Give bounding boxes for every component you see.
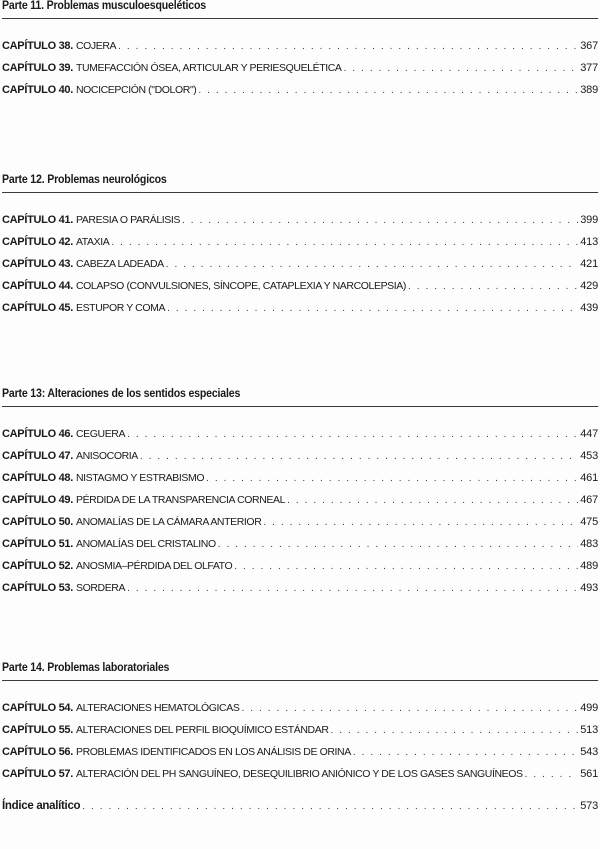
chapter-title: ANOMALÍAS DEL CRISTALINO	[75, 538, 216, 550]
page-number: 543	[580, 746, 598, 758]
toc-entry[interactable]	[0, 472, 600, 494]
page-number: 475	[580, 516, 598, 528]
chapter-title: ALTERACIÓN DEL PH SANGUÍNEO, DESEQUILIBRIO ANIÓNICO Y DE LOS GASES SANGUÍNEOS	[75, 768, 523, 780]
chapter-number: CAPÍTULO 48.	[2, 472, 73, 484]
chapter-title: PÉRDIDA DE LA TRANSPARENCIA CORNEAL	[75, 494, 286, 506]
index-section	[0, 800, 600, 822]
part-title: Parte 12. Problemas neurológicos	[2, 174, 598, 193]
chapter-number: CAPÍTULO 51.	[2, 538, 73, 550]
dot-leader	[331, 725, 579, 736]
toc-entry[interactable]	[0, 560, 600, 582]
dot-leader	[167, 303, 578, 314]
toc-entry[interactable]	[0, 236, 600, 258]
chapter-title: ANOSMIA–PÉRDIDA DEL OLFATO	[75, 560, 233, 572]
dot-leader	[263, 517, 578, 528]
chapter-title: NISTAGMO Y ESTRABISMO	[75, 472, 205, 484]
index-entry[interactable]	[0, 800, 600, 822]
toc-entry[interactable]	[0, 538, 600, 560]
chapter-number: CAPÍTULO 39.	[2, 62, 73, 74]
chapter-list	[0, 428, 600, 604]
dot-leader	[127, 429, 578, 440]
toc-entry[interactable]	[0, 62, 600, 84]
chapter-list	[0, 702, 600, 790]
dot-leader	[234, 561, 578, 572]
chapter-list	[0, 40, 600, 106]
chapter-number: CAPÍTULO 46.	[2, 428, 73, 440]
toc-entry[interactable]	[0, 258, 600, 280]
toc-entry[interactable]	[0, 746, 600, 768]
chapter-number: CAPÍTULO 38.	[2, 40, 73, 52]
part-11	[0, 0, 600, 106]
chapter-number: CAPÍTULO 54.	[2, 702, 73, 714]
chapter-title: SORDERA	[75, 582, 126, 594]
part-title: Parte 14. Problemas laboratoriales	[2, 662, 598, 681]
toc-entry[interactable]	[0, 582, 600, 604]
toc-entry[interactable]	[0, 302, 600, 324]
chapter-title: ALTERACIONES HEMATOLÓGICAS	[75, 702, 240, 714]
toc-entry[interactable]	[0, 214, 600, 236]
page-number: 377	[580, 62, 598, 74]
page-number: 461	[580, 472, 598, 484]
chapter-number: CAPÍTULO 57.	[2, 768, 73, 780]
dot-leader	[408, 281, 578, 292]
chapter-number: CAPÍTULO 42.	[2, 236, 73, 248]
chapter-title: PROBLEMAS IDENTIFICADOS EN LOS ANÁLISIS DE ORINA	[75, 746, 351, 758]
toc-entry[interactable]	[0, 702, 600, 724]
page-number: 489	[580, 560, 598, 572]
toc-entry[interactable]	[0, 450, 600, 472]
dot-leader	[166, 259, 578, 270]
page-number: 447	[580, 428, 598, 440]
chapter-number: CAPÍTULO 50.	[2, 516, 73, 528]
chapter-number: CAPÍTULO 49.	[2, 494, 73, 506]
chapter-title: ALTERACIONES DEL PERFIL BIOQUÍMICO ESTÁNDAR	[75, 724, 329, 736]
page-number: 439	[580, 302, 598, 314]
chapter-number: CAPÍTULO 55.	[2, 724, 73, 736]
dot-leader	[344, 63, 579, 74]
toc-entry[interactable]	[0, 280, 600, 302]
dot-leader	[127, 583, 578, 594]
chapter-title: COJERA	[75, 40, 117, 52]
toc-entry[interactable]	[0, 40, 600, 62]
chapter-list	[0, 214, 600, 324]
page-number: 493	[580, 582, 598, 594]
chapter-number: CAPÍTULO 56.	[2, 746, 73, 758]
dot-leader	[111, 237, 578, 248]
index-title: Índice analítico	[2, 800, 81, 812]
chapter-title: ANISOCORIA	[75, 450, 138, 462]
chapter-title: COLAPSO (CONVULSIONES, SÍNCOPE, CATAPLEXIA Y NARCOLEPSIA)	[75, 280, 406, 292]
chapter-number: CAPÍTULO 45.	[2, 302, 73, 314]
chapter-title: NOCICEPCIÓN ("DOLOR")	[75, 84, 197, 96]
chapter-title: ESTUPOR Y COMA	[75, 302, 166, 314]
part-title: Parte 11. Problemas musculoesqueléticos	[2, 0, 598, 19]
dot-leader	[525, 769, 579, 780]
page-number: 467	[580, 494, 598, 506]
toc-entry[interactable]	[0, 84, 600, 106]
page-number: 429	[580, 280, 598, 292]
chapter-title: ATAXIA	[75, 236, 110, 248]
chapter-title: ANOMALÍAS DE LA CÁMARA ANTERIOR	[75, 516, 262, 528]
page-number: 389	[580, 84, 598, 96]
toc-entry[interactable]	[0, 724, 600, 746]
dot-leader	[182, 215, 578, 226]
chapter-title: CEGUERA	[75, 428, 126, 440]
page-number: 399	[580, 214, 598, 226]
dot-leader	[218, 539, 578, 550]
chapter-number: CAPÍTULO 53.	[2, 582, 73, 594]
chapter-number: CAPÍTULO 41.	[2, 214, 73, 226]
chapter-number: CAPÍTULO 52.	[2, 560, 73, 572]
chapter-number: CAPÍTULO 47.	[2, 450, 73, 462]
page-number: 453	[580, 450, 598, 462]
toc-entry[interactable]	[0, 768, 600, 790]
dot-leader	[140, 451, 578, 462]
dot-leader	[353, 747, 578, 758]
dot-leader	[287, 495, 578, 506]
dot-leader	[206, 473, 578, 484]
part-13	[0, 388, 600, 604]
page-number: 499	[580, 702, 598, 714]
toc-entry[interactable]	[0, 428, 600, 450]
chapter-number: CAPÍTULO 40.	[2, 84, 73, 96]
dot-leader	[82, 801, 578, 812]
chapter-title: TUMEFACCIÓN ÓSEA, ARTICULAR Y PERIESQUELÉTICA	[75, 62, 342, 74]
chapter-title: PARESIA O PARÁLISIS	[75, 214, 181, 226]
page-number: 367	[580, 40, 598, 52]
toc-entry[interactable]	[0, 516, 600, 538]
part-14	[0, 662, 600, 790]
chapter-number: CAPÍTULO 43.	[2, 258, 73, 270]
chapter-title: CABEZA LADEADA	[75, 258, 164, 270]
page-number: 413	[580, 236, 598, 248]
page-number: 483	[580, 538, 598, 550]
page-number: 421	[580, 258, 598, 270]
page-number: 573	[580, 800, 598, 812]
page-number: 513	[580, 724, 598, 736]
chapter-number: CAPÍTULO 44.	[2, 280, 73, 292]
dot-leader	[241, 703, 578, 714]
dot-leader	[198, 85, 578, 96]
toc-entry[interactable]	[0, 494, 600, 516]
part-title: Parte 13: Alteraciones de los sentidos especiales	[2, 388, 598, 407]
dot-leader	[118, 41, 578, 52]
page-number: 561	[580, 768, 598, 780]
part-12	[0, 174, 600, 324]
